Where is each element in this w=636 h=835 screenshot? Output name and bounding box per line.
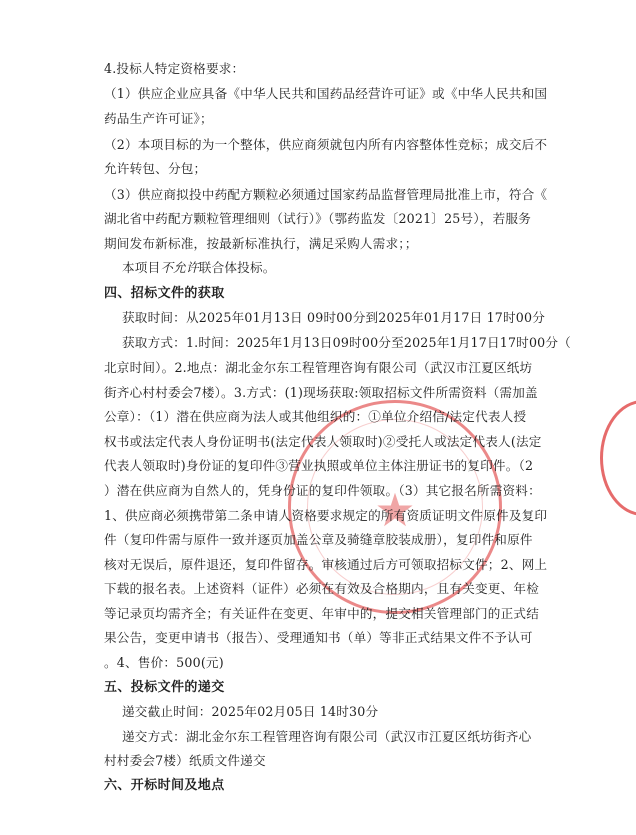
acquire-method: 获取方式：1.时间：2025年1月13日09时00分至2025年1月17日17时00分（ [122,335,571,350]
section-4-heading: 四、招标文件的获取 [104,286,225,301]
acquire-method-line-10: 核对无误后，原件退还，复印件留存。审核通过后方可领取招标文件；2、网上 [104,557,548,572]
section-5-heading: 五、投标文件的递交 [104,680,225,695]
acquire-method-line-5: 权书或法定代表人身份证明书(法定代表人领取时)②受托人或法定代表人(法定 [104,434,542,449]
partial-seal-right-edge [600,400,636,516]
qualification-item-3-cont-1: 湖北省中药配方颗粒管理细则（试行）》（鄂药监发〔2021〕25号），若服务 [104,211,531,226]
qualification-item-3-cont-2: 期间发布新标准，按最新标准执行，满足采购人需求；； [104,236,418,251]
acquire-method-line-2: 北京时间）。2.地点：湖北金尔东工程管理咨询有限公司（武汉市江夏区纸坊 [104,360,533,375]
consortium-note-italic: 不允许 [160,260,199,275]
acquire-method-line-6: 代表人领取时)身份证的复印件③营业执照或单位主体注册证书的复印件。（2 [104,458,534,473]
qualification-item-3: （3）供应商拟投中药配方颗粒必须通过国家药品监督管理局批准上市，符合《 [104,187,548,202]
qualification-heading: 4.投标人特定资格要求： [104,61,245,76]
acquire-method-line-3: 街齐心村村委会7楼）。3.方式：(1)现场获取:领取招标文件所需资料（需加盖 [104,385,538,400]
consortium-note [122,259,276,276]
submit-deadline: 递交截止时间：2025年02月05日 14时30分 [122,704,379,719]
acquire-time: 获取时间：从2025年01月13日 09时00分到2025年01月17日 17时00分 [122,310,546,325]
qualification-item-1: （1）供应企业应具备《中华人民共和国药品经营许可证》或《中华人民共和国 [104,86,548,101]
section-6-heading: 六、开标时间及地点 [104,778,225,793]
qualification-item-1-cont: 药品生产许可证》； [104,111,213,126]
acquire-method-line-11: 下载的报名表。上述资料（证件）必须在有效及合格期内，且有关变更、年检 [104,581,539,596]
acquire-method-line-8: 1、供应商必须携带第二条申请人资格要求规定的所有资质证明文件原件及复印 [104,508,548,523]
consortium-note-prefix: 本项目 [122,260,161,275]
acquire-method-line-4: 公章）：（1）潜在供应商为法人或其他组织的：①单位介绍信/法定代表人授 [104,409,527,424]
seal-star-icon: ★ [374,483,416,537]
consortium-note-suffix: 联合体投标。 [198,260,276,275]
acquire-method-line-14: 。4、售价：500(元) [104,655,224,670]
submit-method-cont: 村村委会7楼）纸质文件递交 [104,753,266,768]
submit-method: 递交方式：湖北金尔东工程管理咨询有限公司（武汉市江夏区纸坊街齐心 [122,729,532,744]
acquire-method-line-9: 件（复印件需与原件一致并逐页加盖公章及骑缝章胶装成册），复印件和原件 [104,532,533,547]
acquire-method-line-13: 果公告，变更申请书（报告）、受理通知书（单）等非正式结果文件不予认可 [104,630,533,645]
acquire-method-line-12: 等记录页均需齐全；有关证件在变更、年审中的，提交相关管理部门的正式结 [104,606,539,621]
acquire-method-line-7: ）潜在供应商为自然人的，凭身份证的复印件领取。（3）其它报名所需资料： [104,483,541,498]
qualification-item-2-cont: 允许转包、分包； [104,161,207,176]
qualification-item-2: （2）本项目标的为一个整体，供应商须就包内所有内容整体性竞标；成交后不 [104,137,548,152]
